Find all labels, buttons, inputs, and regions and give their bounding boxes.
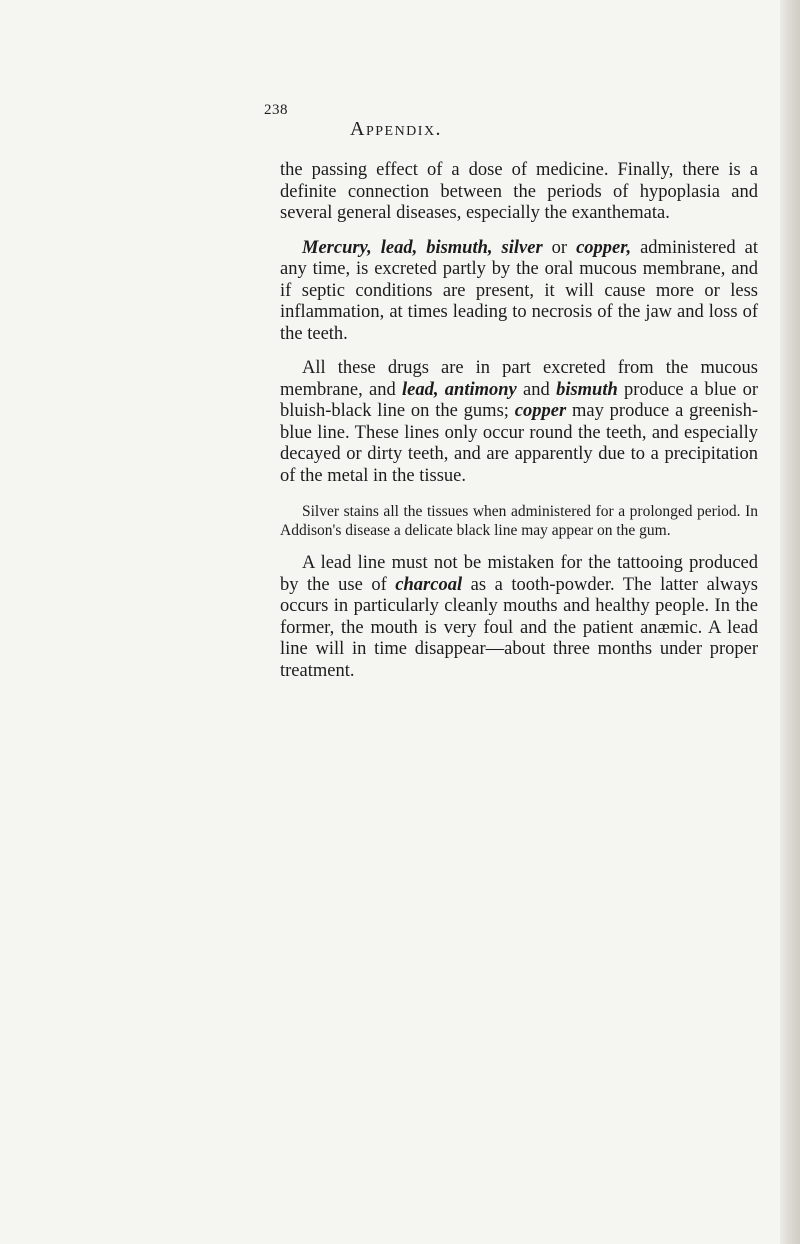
paragraph-drugs-text: may produce a greenish-blue line. These lines only occur round the teeth, and especially decayed or dirty teeth, and are apparently due to a precipitation of the metal in the tissue. xyxy=(280,401,759,486)
metals-list-emphasis: Mercury, lead, bismuth, silver xyxy=(302,237,543,258)
paragraph-lead-line-text: as a tooth-powder. The latter always occurs in particularly cleanly mouths and healthy people. In the former, the mouth is very foul and the patient anæmic. A lead line will in time disappear—about three months under proper treatment. xyxy=(280,574,758,681)
page-edge-shadow xyxy=(780,0,800,1244)
paragraph-drugs-excreted xyxy=(280,358,758,487)
copper-emphasis: copper, xyxy=(576,237,632,258)
copper-emphasis: copper xyxy=(514,401,567,421)
paragraph-drugs-text: and xyxy=(516,379,557,400)
lead-antimony-emphasis: lead, antimony xyxy=(402,379,517,400)
paragraph-mercury-text: or xyxy=(542,237,577,258)
paragraph-exanthemata: the passing effect of a dose of medicine. Finally, there is a definite connection between the periods of hypoplasia and several general diseases, especially the exanthemata. xyxy=(280,160,758,223)
paragraph-lead-line-text: A lead line must not be mistaken for the tattooing produced by the use of xyxy=(280,553,758,595)
paragraph-lead-line xyxy=(280,553,758,682)
body-text xyxy=(280,160,758,682)
page-number: 238 xyxy=(264,102,288,118)
paragraph-mercury-text: administered at any time, is excreted partly by the oral mucous membrane, and if septic conditions are present, it will cause more or less inflammation, at times leading to necrosis of the jaw and loss of the teeth. xyxy=(280,237,759,344)
charcoal-emphasis: charcoal xyxy=(395,574,463,595)
bismuth-emphasis: bismuth xyxy=(556,379,618,400)
paragraph-mercury xyxy=(280,238,758,346)
paragraph-drugs-text: All these drugs are in part excreted from the mucous membrane, and xyxy=(280,358,758,400)
paragraph-drugs-text: produce a blue or bluish-black line on the gums; xyxy=(280,379,759,421)
paragraph-silver-stains: Silver stains all the tissues when administered for a prolonged period. In Addison's disease a delicate black line may appear on the gum. xyxy=(280,503,758,539)
running-head: Appendix. xyxy=(350,118,443,140)
